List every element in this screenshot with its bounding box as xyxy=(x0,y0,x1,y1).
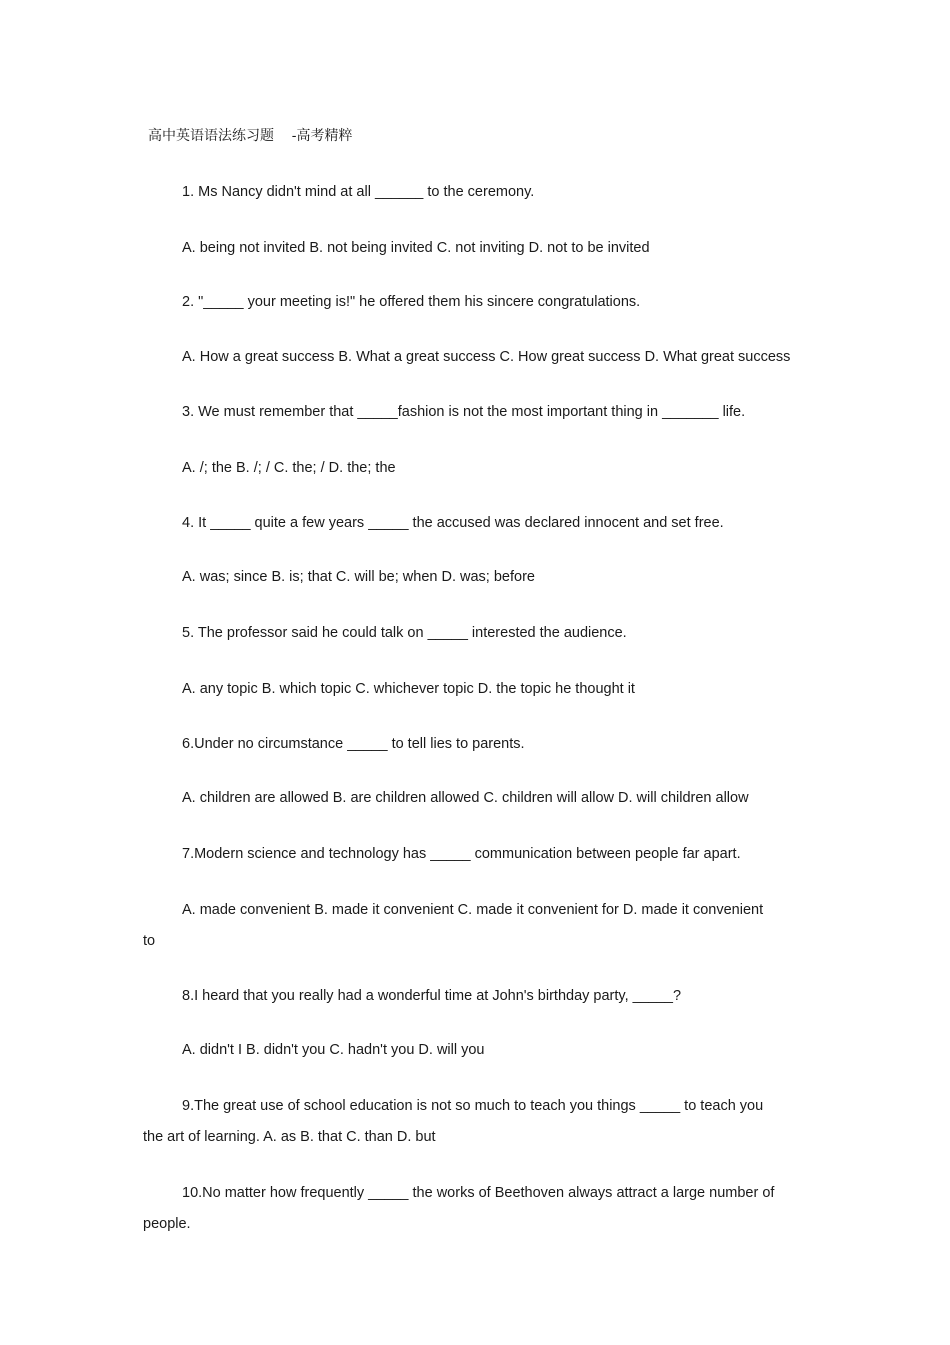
question-5-options: A. any topic B. which topic C. whichever topic D. the topic he thought it xyxy=(182,681,635,697)
question-1: 1. Ms Nancy didn't mind at all ______ to the ceremony. xyxy=(182,184,535,200)
question-8-options: A. didn't I B. didn't you C. hadn't you D. will you xyxy=(182,1042,485,1058)
question-8: 8.I heard that you really had a wonderful time at John's birthday party, _____? xyxy=(182,988,682,1004)
question-6-options: A. children are allowed B. are children allowed C. children will allow D. will children allow xyxy=(182,790,749,806)
question-7-options: A. made convenient B. made it convenient C. made it convenient for D. made it convenient xyxy=(182,902,764,918)
question-4: 4. It _____ quite a few years _____ the accused was declared innocent and set free. xyxy=(182,515,724,531)
question-3: 3. We must remember that _____fashion is not the most important thing in _______ life. xyxy=(182,404,746,420)
question-1-options: A. being not invited B. not being invited C. not inviting D. not to be invited xyxy=(182,240,650,256)
question-9-continued: the art of learning. A. as B. that C. than D. but xyxy=(143,1129,436,1145)
question-2-options: A. How a great success B. What a great success C. How great success D. What great success xyxy=(182,349,791,365)
question-5: 5. The professor said he could talk on _____ interested the audience. xyxy=(182,625,627,641)
question-10: 10.No matter how frequently _____ the works of Beethoven always attract a large number of xyxy=(182,1185,775,1201)
question-7-options-continued: to xyxy=(143,933,156,949)
question-4-options: A. was; since B. is; that C. will be; when D. was; before xyxy=(182,569,535,585)
document-title: 高中英语语法练习题 -高考精粹 xyxy=(148,128,353,144)
question-3-options: A. /; the B. /; / C. the; / D. the; the xyxy=(182,460,396,476)
question-7: 7.Modern science and technology has _____ communication between people far apart. xyxy=(182,846,741,862)
question-2: 2. "_____ your meeting is!" he offered them his sincere congratulations. xyxy=(182,294,641,310)
question-10-continued: people. xyxy=(143,1216,191,1232)
question-6: 6.Under no circumstance _____ to tell lies to parents. xyxy=(182,736,525,752)
question-9: 9.The great use of school education is not so much to teach you things _____ to teach you xyxy=(182,1098,764,1114)
